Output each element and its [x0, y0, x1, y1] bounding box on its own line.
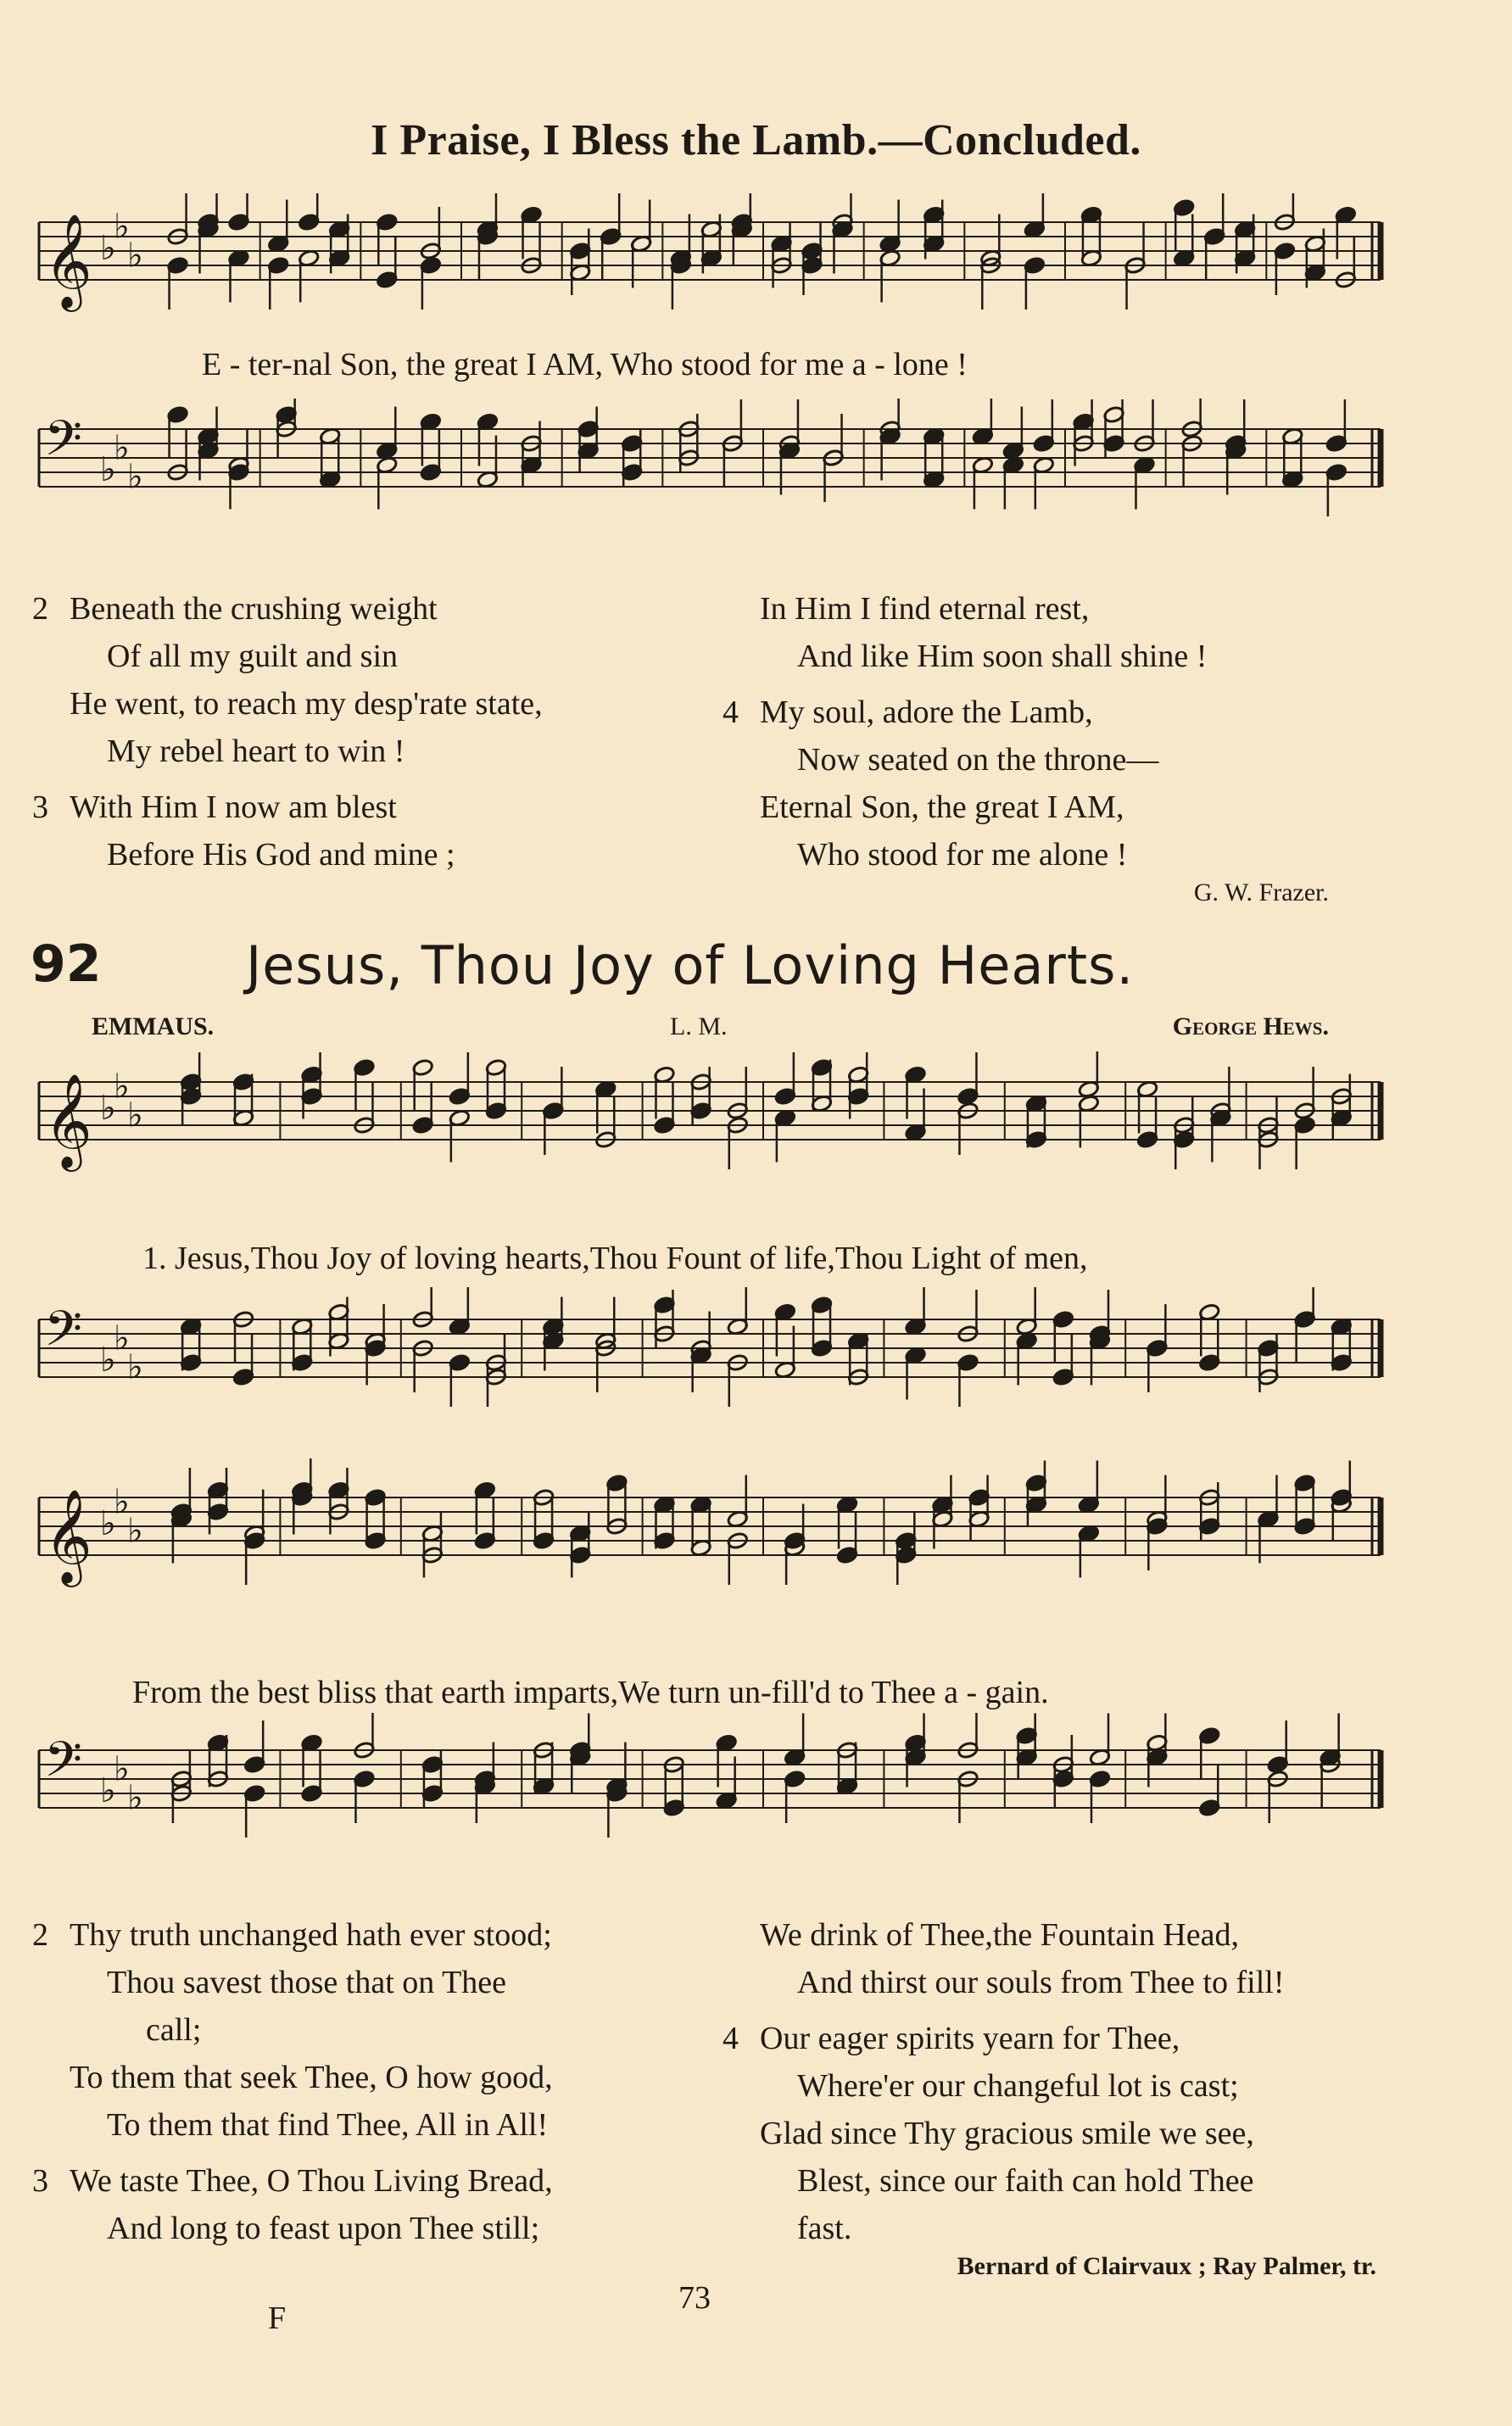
- staff-treble-3: [32, 1458, 1389, 1654]
- verse-line: [32, 680, 543, 728]
- verse-text: To them that seek Thee, O how good,: [70, 2060, 553, 2095]
- page-number: 73: [678, 2280, 711, 2316]
- flat-icon: ♭: [127, 1096, 143, 1135]
- verse-text: Of all my guilt and sin: [107, 639, 399, 674]
- verse-number: 3: [32, 789, 48, 825]
- lyric-line-hymn-92-2: From the best bliss that earth imparts,We turn un-fill'd to Thee a - gain.: [132, 1675, 1049, 1710]
- verse-text: Eternal Son, the great I AM,: [760, 789, 1124, 825]
- verse-number: 2: [32, 1917, 48, 1953]
- verse-text: And long to feast upon Thee still;: [107, 2211, 540, 2246]
- treble-clef-icon: 𝄞: [44, 213, 92, 308]
- bass-clef-icon: 𝄢: [44, 410, 83, 479]
- flat-icon: ♭: [114, 1749, 130, 1789]
- verse-line: [723, 2157, 1285, 2205]
- hymn-number: 92: [31, 934, 102, 994]
- flat-icon: ♭: [100, 1089, 116, 1128]
- verse-text: He went, to reach my desp'rate state,: [70, 686, 543, 722]
- verse-number: 2: [32, 591, 48, 627]
- treble-clef-icon: 𝄞: [44, 1488, 92, 1583]
- hymn-92-title: Jesus, Thou Joy of Loving Hearts.: [246, 934, 1135, 996]
- verse-text: Beneath the crushing weight: [70, 591, 438, 627]
- flat-icon: ♭: [100, 229, 116, 268]
- verse-line: [723, 831, 1207, 878]
- verse-number: 3: [32, 2163, 48, 2199]
- verse-line: [32, 1911, 553, 1959]
- hymn-91-verses-right: [723, 585, 1207, 878]
- verse-line: [32, 784, 543, 831]
- composer: George Hews.: [1172, 1012, 1329, 1040]
- verse-line: [32, 2006, 553, 2054]
- bass-clef-icon: 𝄢: [44, 1731, 83, 1800]
- verse-line: [32, 2157, 553, 2205]
- music-system-bass-2: [32, 1287, 1389, 1448]
- bass-clef-icon: 𝄢: [44, 1300, 83, 1369]
- tune-name: EMMAUS.: [92, 1012, 215, 1040]
- treble-clef-icon: 𝄞: [44, 1073, 92, 1168]
- verse-gap: [723, 2006, 1285, 2015]
- verse-text: In Him I find eternal rest,: [760, 591, 1090, 627]
- verse-text: Our eager spirits yearn for Thee,: [760, 2021, 1180, 2056]
- verse-text: Now seated on the throne—: [797, 742, 1159, 778]
- verse-line: [32, 1959, 553, 2006]
- hymn-92-verses-left: [32, 1911, 553, 2252]
- lyric-line-hymn-92-1: 1. Jesus,Thou Joy of loving hearts,Thou Fount of life,Thou Light of men,: [142, 1241, 1088, 1276]
- staff-treble-2: [32, 1051, 1389, 1204]
- verse-line: [32, 728, 543, 775]
- flat-icon: ♭: [114, 1067, 130, 1107]
- staff-treble-1: [32, 193, 1389, 337]
- flat-icon: ♭: [114, 1482, 130, 1522]
- verse-gap: [32, 2149, 553, 2157]
- verse-text: My rebel heart to win !: [107, 733, 405, 769]
- verse-text: To them that find Thee, All in All!: [107, 2107, 549, 2143]
- flat-icon: ♭: [127, 1347, 143, 1387]
- staff-bass-2: [32, 1287, 1389, 1448]
- verse-text: And like Him soon shall shine !: [797, 639, 1208, 674]
- verse-line: [723, 2110, 1285, 2157]
- music-system-treble-1: [32, 193, 1389, 337]
- verse-line: [32, 633, 543, 680]
- flat-icon: ♭: [100, 450, 116, 489]
- verse-line: [723, 1959, 1285, 2006]
- verse-line: [723, 2205, 1285, 2252]
- verse-line: [723, 2015, 1285, 2062]
- verse-line: [32, 831, 543, 878]
- staff-bass-1: [32, 399, 1389, 551]
- lyric-line-hymn-91: E - ter-nal Son, the great I AM, Who stood for me a - lone !: [202, 347, 968, 382]
- verse-text: My soul, adore the Lamb,: [760, 694, 1093, 730]
- verse-text: Before His God and mine ;: [107, 837, 455, 873]
- verse-text: And thirst our souls from Thee to fill!: [797, 1965, 1285, 2000]
- flat-icon: ♭: [127, 1778, 143, 1818]
- verse-line: [723, 784, 1207, 831]
- flat-icon: ♭: [114, 1319, 130, 1358]
- hymn-91-verses-left: [32, 585, 543, 878]
- hymn-92-verses-right: [723, 1911, 1285, 2252]
- flat-icon: ♭: [127, 1511, 143, 1551]
- flat-icon: ♭: [100, 1771, 116, 1810]
- printer-signature: F: [268, 2301, 287, 2336]
- music-system-bass-3: [32, 1713, 1389, 1899]
- verse-text: call;: [146, 2012, 202, 2048]
- music-system-bass-1: [32, 399, 1389, 551]
- verse-text: We taste Thee, O Thou Living Bread,: [70, 2163, 553, 2199]
- verse-line: [723, 633, 1207, 680]
- flat-icon: ♭: [127, 457, 143, 497]
- verse-line: [723, 1911, 1285, 1959]
- verse-number: 4: [723, 2021, 739, 2056]
- music-system-treble-3: [32, 1458, 1389, 1654]
- verse-text: fast.: [797, 2211, 852, 2246]
- verse-line: [32, 585, 543, 633]
- verse-text: Blest, since our faith can hold Thee: [797, 2163, 1254, 2199]
- verse-text: We drink of Thee,the Fountain Head,: [760, 1917, 1240, 1953]
- music-system-treble-2: [32, 1051, 1389, 1204]
- verse-text: Where'er our changeful lot is cast;: [797, 2068, 1239, 2104]
- verse-line: [723, 585, 1207, 633]
- verse-line: [32, 2101, 553, 2149]
- flat-icon: ♭: [100, 1341, 116, 1380]
- verse-line: [32, 2205, 553, 2252]
- verse-line: [723, 2062, 1285, 2110]
- hymn-92-credit: Bernard of Clairvaux ; Ray Palmer, tr.: [957, 2252, 1376, 2280]
- verse-text: With Him I now am blest: [70, 789, 397, 825]
- verse-text: Thou savest those that on Thee: [107, 1965, 507, 2000]
- flat-icon: ♭: [100, 1504, 116, 1543]
- flat-icon: ♭: [114, 428, 130, 468]
- hymn-91-credit: G. W. Frazer.: [1193, 878, 1329, 906]
- flat-icon: ♭: [127, 236, 143, 276]
- verse-number: 4: [723, 694, 739, 730]
- hymn-91-title: I Praise, I Bless the Lamb.—Concluded.: [371, 116, 1141, 165]
- verse-text: Thy truth unchanged hath ever stood;: [70, 1917, 552, 1953]
- verse-text: Who stood for me alone !: [797, 837, 1128, 873]
- verse-gap: [723, 680, 1207, 689]
- meter: L. M.: [670, 1012, 728, 1040]
- verse-text: Glad since Thy gracious smile we see,: [760, 2116, 1254, 2151]
- verse-line: [723, 736, 1207, 784]
- flat-icon: ♭: [114, 207, 130, 247]
- verse-line: [723, 689, 1207, 736]
- verse-line: [32, 2054, 553, 2101]
- verse-gap: [32, 775, 543, 784]
- staff-bass-3: [32, 1713, 1389, 1899]
